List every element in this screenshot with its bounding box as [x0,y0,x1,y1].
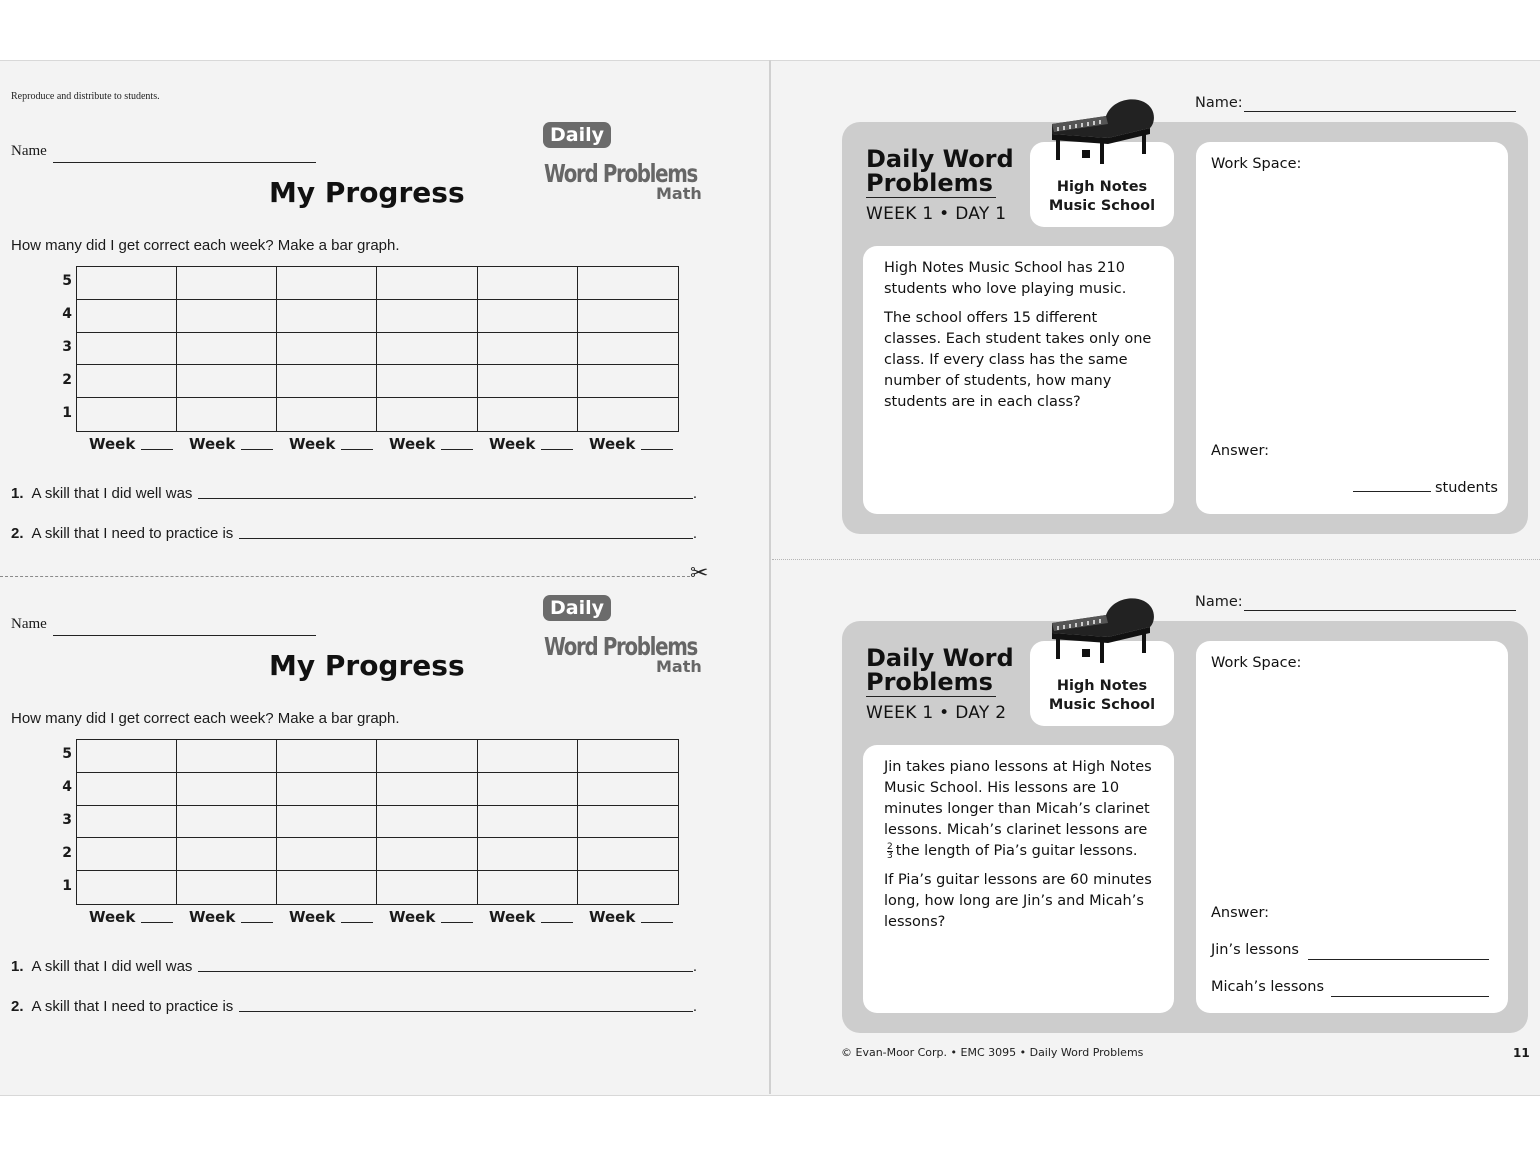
graph-cell[interactable] [377,740,477,773]
school-name [1030,677,1174,715]
graph-cell[interactable] [578,773,678,806]
fraction-denominator: 3 [887,850,893,861]
graph-cell[interactable] [177,773,277,806]
answer-item-label: Micah’s lessons [1211,979,1325,995]
answer-area [1211,443,1498,496]
graph-cell[interactable] [578,333,678,366]
answer-row [1353,480,1498,496]
graph-cell[interactable] [77,267,177,300]
graph-cell[interactable] [277,398,377,431]
graph-cell[interactable] [77,871,177,904]
graph-cell[interactable] [77,806,177,839]
graph-cell[interactable] [77,398,177,431]
name-field[interactable] [1244,111,1516,112]
heading-line1: Daily Word [866,644,1014,672]
answer-label: Answer: [1211,443,1270,459]
heading-rule [866,197,996,198]
graph-cell[interactable] [578,398,678,431]
graph-cell[interactable] [77,773,177,806]
graph-cell[interactable] [377,333,477,366]
week-label-text: Week [289,908,336,926]
skill-practice-field[interactable] [239,1011,693,1012]
answer-unit: students [1435,480,1498,496]
problem-text-part: the length of Pia’s guitar lessons. [895,843,1138,859]
y-axis-label: 4 [62,779,72,795]
logo-word-problems: Word Problems [544,159,697,188]
graph-cell[interactable] [177,806,277,839]
graph-cell[interactable] [377,871,477,904]
week-label [289,435,373,453]
logo-word-problems: Word Problems [544,632,697,661]
graph-cell[interactable] [177,871,277,904]
item-number: 2. [11,525,24,542]
graph-cell[interactable] [578,300,678,333]
week-label [89,435,173,453]
graph-cell[interactable] [377,398,477,431]
name-field[interactable] [53,162,316,163]
y-axis-label: 5 [62,746,72,762]
heading-rule [866,696,996,697]
answer-field[interactable] [1353,491,1431,492]
week-label [589,435,673,453]
school-name [1030,178,1174,216]
y-axis-label: 1 [62,878,72,894]
answer-field[interactable] [1308,959,1489,960]
week-number-field[interactable] [641,449,673,450]
school-line2: Music School [1048,198,1156,214]
graph-cell[interactable] [277,267,377,300]
graph-cell[interactable] [578,365,678,398]
page-title: My Progress [269,649,465,682]
period: . [692,998,697,1015]
week-label-text: Week [489,908,536,926]
heading-line2: Problems [866,169,993,197]
graph-cell[interactable] [177,365,277,398]
skill-well-field[interactable] [198,498,692,499]
week-number-field[interactable] [441,922,473,923]
graph-cell[interactable] [478,267,578,300]
skill-well-label: A skill that I did well was [31,958,193,975]
period: . [692,958,697,975]
bar-graph-grid[interactable] [76,266,679,432]
graph-cell[interactable] [177,740,277,773]
week-number-field[interactable] [141,922,173,923]
answer-row [1211,979,1491,999]
grand-piano-icon [1046,94,1158,171]
graph-prompt: How many did I get correct each week? Make a bar graph. [11,710,400,727]
logo-daily: Daily [543,122,611,148]
bar-graph-grid[interactable] [76,739,679,905]
period: . [692,525,697,542]
graph-cell[interactable] [578,740,678,773]
graph-cell[interactable] [377,806,477,839]
week-number-field[interactable] [341,922,373,923]
graph-cell[interactable] [277,740,377,773]
answer-row [1211,942,1491,962]
name-label: Name [11,616,47,632]
week-label-text: Week [289,435,336,453]
logo-math: Math [656,657,702,676]
daily-word-problems-logo [543,597,611,619]
graph-cell[interactable] [277,838,377,871]
week-number-field[interactable] [241,922,273,923]
word-problem-card [772,587,1540,1067]
problem-text [884,757,1158,941]
y-axis-label: 4 [62,306,72,322]
graph-cell[interactable] [478,398,578,431]
graph-cell[interactable] [277,871,377,904]
y-axis-label: 2 [62,372,72,388]
work-space-label: Work Space: [1211,156,1302,172]
answer-item-label: Jin’s lessons [1211,942,1299,958]
graph-cell[interactable] [478,806,578,839]
week-day-label: WEEK 1 • DAY 2 [866,703,1007,723]
week-label [389,435,473,453]
graph-cell[interactable] [77,365,177,398]
skill-well-row [11,485,697,502]
logo-math: Math [656,184,702,203]
progress-sheet [0,121,769,591]
graph-cell[interactable] [478,333,578,366]
graph-cell[interactable] [578,871,678,904]
week-number-field[interactable] [241,449,273,450]
problem-text-part: Jin takes piano lessons at High Notes Music School. His lessons are 10 minutes longer than Micah’s clarinet lessons. Micah’s clarinet lessons are [884,759,1152,838]
footer-credit: © Evan-Moor Corp. • EMC 3095 • Daily Word Problems [841,1046,1144,1059]
week-number-field[interactable] [541,922,573,923]
problem-paragraph: High Notes Music School has 210 students who love playing music. [884,260,1127,297]
graph-cell[interactable] [377,838,477,871]
graph-cell[interactable] [377,267,477,300]
week-label-text: Week [589,908,636,926]
week-label [89,908,173,926]
week-label-text: Week [389,435,436,453]
week-label-text: Week [89,435,136,453]
week-day-label: WEEK 1 • DAY 1 [866,204,1007,224]
school-line1: High Notes [1056,179,1148,195]
name-field[interactable] [53,635,316,636]
progress-sheet [0,594,769,1064]
problem-paragraph: If Pia’s guitar lessons are 60 minutes long, how long are Jin’s and Micah’s lessons? [884,872,1152,930]
graph-cell[interactable] [478,838,578,871]
graph-cell[interactable] [578,838,678,871]
graph-cell[interactable] [277,773,377,806]
graph-cell[interactable] [177,333,277,366]
name-label: Name [11,143,47,159]
heading-line1: Daily Word [866,145,1014,173]
graph-cell[interactable] [478,300,578,333]
graph-cell[interactable] [277,365,377,398]
week-label [489,908,573,926]
graph-cell[interactable] [478,365,578,398]
graph-cell[interactable] [77,740,177,773]
graph-cell[interactable] [578,267,678,300]
week-number-field[interactable] [441,449,473,450]
y-axis-label: 1 [62,405,72,421]
graph-cell[interactable] [177,398,277,431]
scissors-icon: ✂ [690,560,709,585]
answer-area [1211,905,1491,995]
answer-field[interactable] [1331,996,1489,997]
graph-cell[interactable] [277,300,377,333]
graph-cell[interactable] [478,871,578,904]
graph-cell[interactable] [77,838,177,871]
name-label: Name: [1195,594,1243,610]
week-label-text: Week [189,435,236,453]
school-line2: Music School [1048,697,1156,713]
skill-practice-label: A skill that I need to practice is [31,998,234,1015]
week-number-field[interactable] [141,449,173,450]
problem-paragraph [884,757,1158,862]
fraction [887,843,893,860]
name-field[interactable] [1244,610,1516,611]
week-label [189,435,273,453]
graph-cell[interactable] [277,333,377,366]
y-axis-label: 3 [62,812,72,828]
week-number-field[interactable] [541,449,573,450]
y-axis-label: 3 [62,339,72,355]
graph-cell[interactable] [377,773,477,806]
item-number: 2. [11,998,24,1015]
item-number: 1. [11,485,24,502]
grand-piano-icon [1046,593,1158,670]
week-number-field[interactable] [341,449,373,450]
problem-text [884,258,1158,421]
week-label-text: Week [89,908,136,926]
heading-line2: Problems [866,668,993,696]
book-spine [769,60,771,1094]
skill-practice-field[interactable] [239,538,693,539]
skill-practice-row [11,998,697,1015]
week-label [389,908,473,926]
work-space-label: Work Space: [1211,655,1302,671]
skill-practice-row [11,525,697,542]
page-title: My Progress [269,176,465,209]
graph-cell[interactable] [478,740,578,773]
skill-well-label: A skill that I did well was [31,485,193,502]
week-label [489,435,573,453]
graph-cell[interactable] [377,365,477,398]
period: . [692,485,697,502]
week-label [289,908,373,926]
week-label-text: Week [189,908,236,926]
week-label-text: Week [589,435,636,453]
graph-cell[interactable] [177,838,277,871]
graph-prompt: How many did I get correct each week? Make a bar graph. [11,237,400,254]
fraction-numerator: 2 [887,841,893,852]
logo-daily: Daily [543,595,611,621]
reproduce-note: Reproduce and distribute to students. [11,91,160,102]
graph-cell[interactable] [578,806,678,839]
graph-cell[interactable] [177,300,277,333]
skill-well-row [11,958,697,975]
y-axis-label: 5 [62,273,72,289]
y-axis-label: 2 [62,845,72,861]
school-line1: High Notes [1056,678,1148,694]
skill-well-field[interactable] [198,971,692,972]
word-problem-card [772,88,1540,568]
week-label-text: Week [489,435,536,453]
graph-cell[interactable] [77,300,177,333]
item-number: 1. [11,958,24,975]
page-number: 11 [1513,1046,1530,1060]
daily-word-problems-logo [543,124,611,146]
name-label: Name: [1195,95,1243,111]
graph-cell[interactable] [177,267,277,300]
week-number-field[interactable] [641,922,673,923]
graph-cell[interactable] [277,806,377,839]
week-label-text: Week [389,908,436,926]
answer-label: Answer: [1211,905,1270,921]
graph-cell[interactable] [377,300,477,333]
graph-cell[interactable] [478,773,578,806]
graph-cell[interactable] [77,333,177,366]
week-label [189,908,273,926]
week-label [589,908,673,926]
problem-paragraph: The school offers 15 different classes. Each student takes only one class. If every class has the same number of students, how many students are in each class? [884,310,1152,410]
skill-practice-label: A skill that I need to practice is [31,525,234,542]
